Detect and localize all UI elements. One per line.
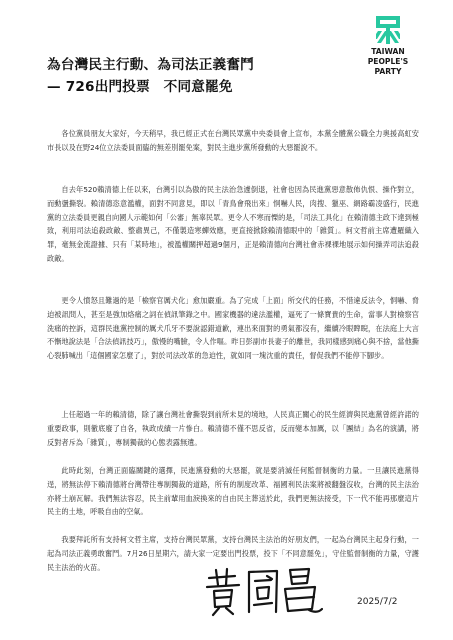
logo-text-party: PARTY	[374, 67, 402, 76]
party-logo	[352, 16, 424, 86]
party-logo-wordmark	[352, 47, 424, 77]
paragraph-5: 此時此刻，台灣正面臨關鍵的選擇，民進黨發動的大惡罷，就是要消滅任何監督制衡的力量。一旦讓民進黨得逞，將無法停下賴清德將台灣帶往專制獨裁的道路，所有的制度改革、福國利民法案將被翻盤沒收，台灣的民主法治亦將土崩瓦解。我們無法容忍，民主前輩用血淚換來的自由民主葬送於此，我們更無法接受，下一代不能再那麼這片民主的土地，呼吸自由的空氣。	[47, 466, 419, 517]
title-line-1: 為台灣民主行動、為司法正義奮鬥	[47, 57, 254, 73]
paragraph-4: 上任超過一年的賴清德，除了讓台灣社會撕裂到前所未見的境地，人民真正關心的民生經濟與民進黨曾經許諾的重要政事，則徹底廢了自各，執政成績一片慘白。賴清德不僅不思反省，反而變本加厲，以「團結」為名的演講，將反對者斥為「雜質」，專制獨裁的心態表露無遺。	[47, 410, 419, 447]
paragraph-3: 更令人憤怒且難過的是「檢察官厲犬化」愈加嚴重。為了完成「上面」所交代的任務，不惜違反法令，恫嚇、脅迫被訊問人，甚至是強加烙痛之詞在偵訊筆錄之中。國家機器的違法濫權，逼死了一條寶貴的生命，當事人對檢察官洗痛的控訴，這群民進黨控制的厲犬爪牙不要說認錯道歉，連出來面對的勇氣都沒有，繼續冷眼睥睨，在法庭上大言不慚地說法是「合法偵訊技巧」，傲慢的嘴臉，令人作嘔。昨日彭副市長妻子的離世，我同樣感到痛心與不捨，當他撕心裂肺喊出「這個國家怎麼了」，對於司法改革的急迫性，就如同一塊沈重的責任，督促我們不能停下腳步。	[47, 296, 419, 361]
title-line-2: — 726出門投票 不同意罷免	[47, 79, 233, 95]
paragraph-6: 我要拜託所有支持柯文哲主席，支持台灣民眾黨，支持台灣民主法治的好朋友們，一起為台灣民主起身行動，一起為司法正義勇敢奮鬥。7月26日星期六，請大家一定要出門投票，投下「不同意罷免」，守住監督制衡的力量，守護民主法治的火苗。	[47, 535, 419, 572]
document-date: 2025/7/2	[357, 597, 398, 607]
logo-text-peoples: PEOPLE'S	[367, 57, 409, 66]
document-title	[47, 54, 367, 98]
handwritten-signature	[205, 566, 323, 618]
paragraph-1: 各位黨員朋友大家好，今天稍早，我已經正式在台灣民眾黨中央委員會上宣布，本黨全體黨公職全力奧援高虹安市長以及在野24位立法委員面臨的無差別罷免案，對民主進步黨所發動的大惡罷說不。	[47, 129, 419, 152]
logo-text-taiwan: TAIWAN	[371, 47, 405, 56]
party-logo-icon	[376, 16, 400, 44]
paragraph-2: 自去年520賴清德上任以來，台灣引以為傲的民主法治急遽倒退，社會也因為民進黨惡意散佈仇恨、操作對立，而動盪撕裂。賴清德恣意濫權，面對不同意見，即以「青鳥會飛出來」恫嚇人民，肉搜、獵巫、網路霸凌盛行，民進黨的立法委員更親自向國人示範如何「公審」無辜民眾。更令人不寒而慄的是，「司法工具化」在賴清德主政下達到極致，利用司法追殺政敵、整肅異己，不僅製造寒蟬效應，更直接掀除賴清德眼中的「雜質」。柯文哲前主席遭羅織入罪，毫無金流證據、只有「某時地」，被濫權關押超過9個月，正是賴清德向台灣社會赤裸裸地展示如何操弄司法追殺政敵。	[47, 185, 419, 263]
